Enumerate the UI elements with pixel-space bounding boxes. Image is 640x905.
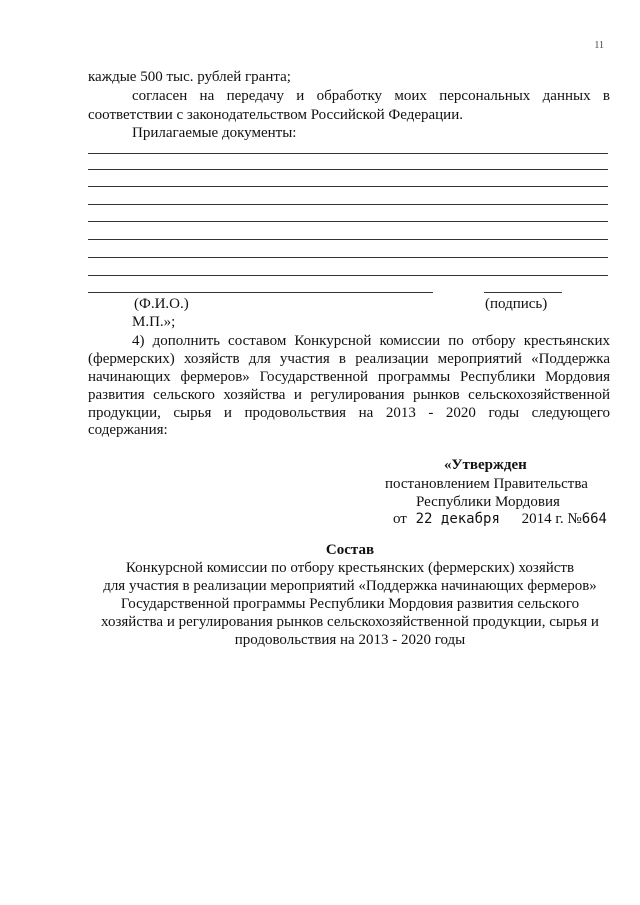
paragraph-line: продукции, сырья и продовольствия на 2013 - 2020 годы следующего <box>88 405 610 421</box>
document-number: 664 <box>581 511 607 527</box>
blank-line <box>88 204 608 205</box>
paragraph-line: развития сельского хозяйства и регулирования рынков сельскохозяйственной <box>88 387 610 403</box>
date-year-number: 2014 г. № <box>521 511 582 527</box>
composition-line: Конкурсной комиссии по отбору крестьянских (фермерских) хозяйств <box>125 560 575 576</box>
fio-signature-line <box>88 292 433 293</box>
blank-line <box>88 169 608 170</box>
composition-line: для участия в реализации мероприятий «Поддержка начинающих фермеров» <box>103 578 597 594</box>
composition-line: хозяйства и регулирования рынков сельскохозяйственной продукции, сырья и <box>101 614 599 630</box>
composition-line: Государственной программы Республики Мордовия развития сельского <box>120 596 580 612</box>
blank-line <box>88 153 608 154</box>
attached-documents-label: Прилагаемые документы: <box>132 125 297 141</box>
composition-line: продовольствия на 2013 - 2020 годы <box>234 632 466 648</box>
date-prefix: от <box>393 511 407 527</box>
blank-line <box>88 257 608 258</box>
blank-line <box>88 239 608 240</box>
fio-label: (Ф.И.О.) <box>134 296 189 312</box>
approval-title: «Утвержден <box>444 457 527 473</box>
composition-title: Состав <box>325 542 375 558</box>
mp-label: М.П.»; <box>132 314 176 330</box>
blank-line <box>88 186 608 187</box>
approval-date <box>393 510 607 528</box>
page-number: 11 <box>594 40 604 51</box>
intro-line-1: каждые 500 тыс. рублей гранта; <box>88 69 291 85</box>
intro-line-3: соответствии с законодательством Российской Федерации. <box>88 107 463 123</box>
blank-line <box>88 275 608 276</box>
approval-line-2: Республики Мордовия <box>416 494 560 510</box>
date-handwritten: 22 декабря <box>415 511 500 527</box>
approval-line-1: постановлением Правительства <box>385 476 588 492</box>
paragraph-line: (фермерских) хозяйств для участия в реализации мероприятий «Поддержка <box>88 351 610 367</box>
paragraph-line: содержания: <box>88 422 168 438</box>
paragraph-line: 4) дополнить составом Конкурсной комиссии по отбору крестьянских <box>132 333 610 349</box>
intro-line-2: согласен на передачу и обработку моих персональных данных в <box>132 88 610 104</box>
signature-label: (подпись) <box>485 296 548 312</box>
blank-line <box>88 221 608 222</box>
sign-signature-line <box>484 292 562 293</box>
paragraph-line: начинающих фермеров» Государственной программы Республики Мордовия <box>88 369 610 385</box>
